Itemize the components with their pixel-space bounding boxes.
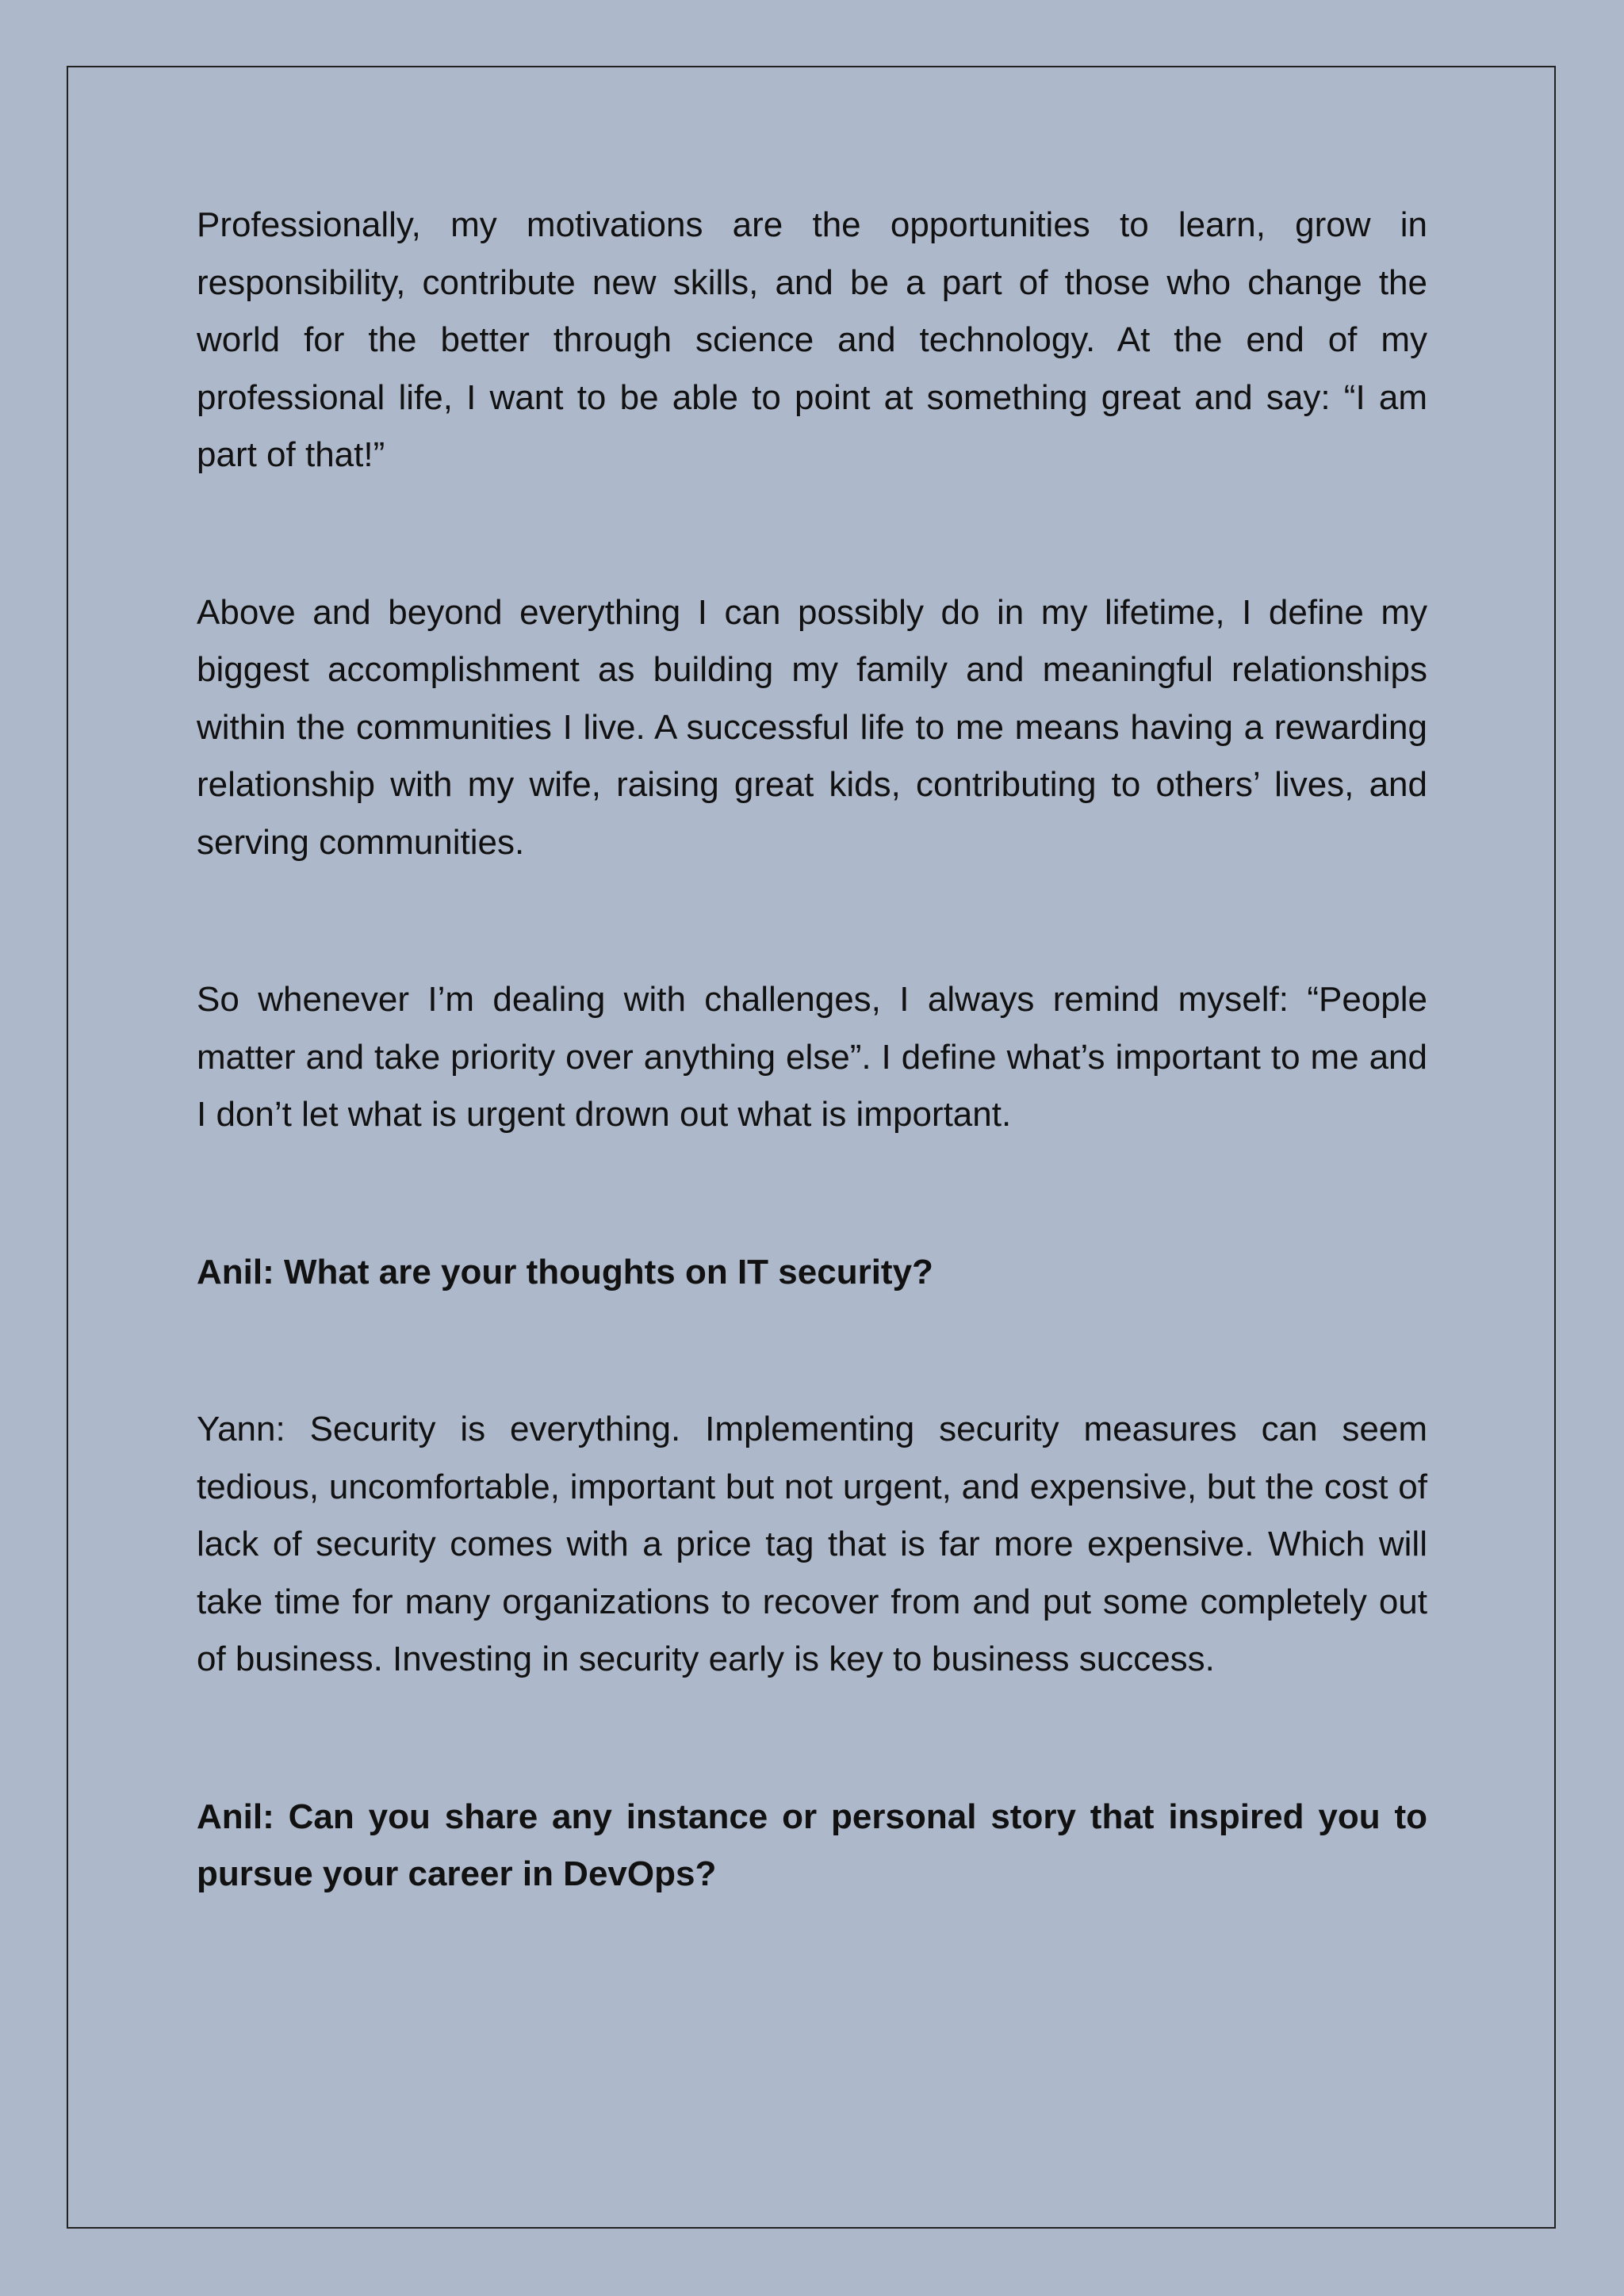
paragraph-accomplishment: Above and beyond everything I can possibly do in my lifetime, I define my biggest accomplishment as building my family and meaningful relationships within the communities I live. A successful life to me means having a rewarding relationship with my wife, raising great kids, contributing to others’ lives, and serving communities. [197,592,1427,862]
question-devops-story: Anil: Can you share any instance or personal story that inspired you to pursue your career in DevOps? [197,1797,1427,1893]
answer-it-security: Yann: Security is everything. Implementing security measures can seem tedious, uncomfortable, important but not urgent, and expensive, but the cost of lack of security comes with a price tag that is far more expensive. Which will take time for many organizations to recover from and put some completely out of business. Investing in security early is key to business success. [197,1410,1427,1678]
question-it-security: Anil: What are your thoughts on IT security? [197,1252,933,1292]
paragraph-motivations: Professionally, my motivations are the opportunities to learn, grow in responsibility, contribute new skills, and be a part of those who change the world for the better through science and technology. At the end of my professional life, I want to be able to point at something great and say: “I am part of that!” [197,205,1427,474]
paragraph-challenges: So whenever I’m dealing with challenges, I always remind myself: “People matter and take priority over anything else”. I define what’s important to me and I don’t let what is urgent drown out what is important. [197,980,1427,1134]
document-body [197,197,1427,1904]
